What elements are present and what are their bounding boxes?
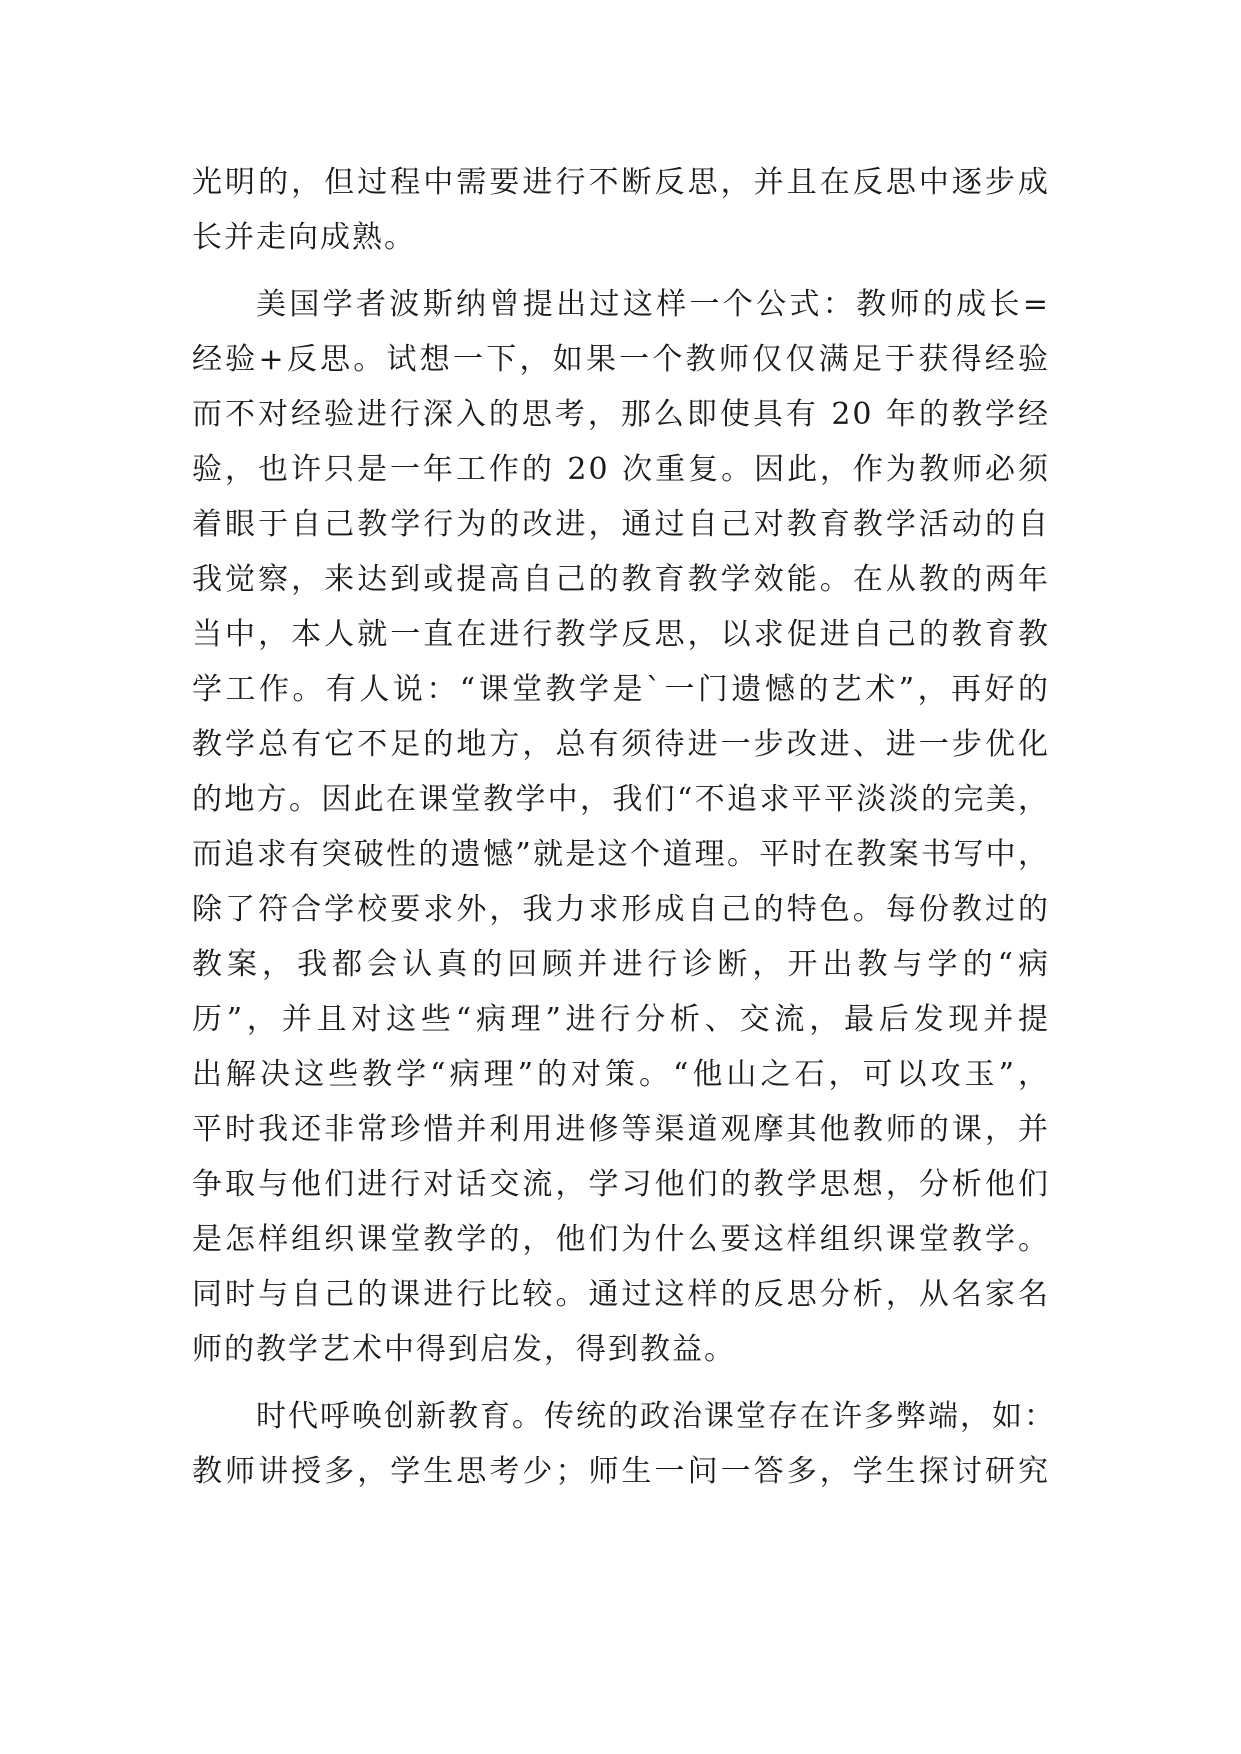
paragraph-3: [192, 1389, 1056, 1499]
text-line: 当中，本人就一直在进行教学反思，以求促进自己的教育教: [192, 617, 1050, 652]
text-line: 美国学者波斯纳曾提出过这样一个公式：教师的成长=: [256, 287, 1050, 322]
text-line: 时代呼唤创新教育。传统的政治课堂存在许多弊端，如：: [256, 1399, 1056, 1434]
text-line: 教案，我都会认真的回顾并进行诊断，开出教与学的“病: [192, 947, 1050, 982]
text-line: 验，也许只是一年工作的 20 次重复。因此，作为教师必须: [192, 452, 1050, 487]
text-line: 经验+反思。试想一下，如果一个教师仅仅满足于获得经验: [192, 342, 1050, 377]
text-line: 平时我还非常珍惜并利用进修等渠道观摩其他教师的课，并: [192, 1112, 1050, 1147]
text-line: 是怎样组织课堂教学的，他们为什么要这样组织课堂教学。: [192, 1222, 1050, 1257]
text-line: 教师讲授多，学生思考少；师生一问一答多，学生探讨研究: [192, 1454, 1050, 1489]
paragraph-1: [192, 155, 1050, 265]
text-line: 教学总有它不足的地方，总有须待进一步改进、进一步优化: [192, 727, 1050, 762]
paragraph-2: [192, 277, 1050, 1377]
text-line: 光明的，但过程中需要进行不断反思，并且在反思中逐步成: [192, 165, 1050, 200]
text-line: 除了符合学校要求外，我力求形成自己的特色。每份教过的: [192, 892, 1050, 927]
text-line: 而追求有突破性的遗憾”就是这个道理。平时在教案书写中，: [192, 837, 1050, 872]
document-page: [192, 155, 1056, 1511]
text-line: 同时与自己的课进行比较。通过这样的反思分析，从名家名: [192, 1277, 1050, 1312]
text-line: 我觉察，来达到或提高自己的教育教学效能。在从教的两年: [192, 562, 1050, 597]
text-line: 历”，并且对这些“病理”进行分析、交流，最后发现并提: [192, 1002, 1050, 1037]
text-line: 的地方。因此在课堂教学中，我们“不追求平平淡淡的完美，: [192, 782, 1050, 817]
text-line: 争取与他们进行对话交流，学习他们的教学思想，分析他们: [192, 1167, 1050, 1202]
text-line: 学工作。有人说：“课堂教学是`一门遗憾的艺术”，再好的: [192, 672, 1050, 707]
text-line: 而不对经验进行深入的思考，那么即使具有 20 年的教学经: [192, 397, 1050, 432]
text-line: 长并走向成熟。: [192, 220, 416, 255]
text-line: 出解决这些教学“病理”的对策。“他山之石，可以攻玉”，: [192, 1057, 1050, 1092]
text-line: 师的教学艺术中得到启发，得到教益。: [192, 1332, 736, 1367]
text-line: 着眼于自己教学行为的改进，通过自己对教育教学活动的自: [192, 507, 1050, 542]
